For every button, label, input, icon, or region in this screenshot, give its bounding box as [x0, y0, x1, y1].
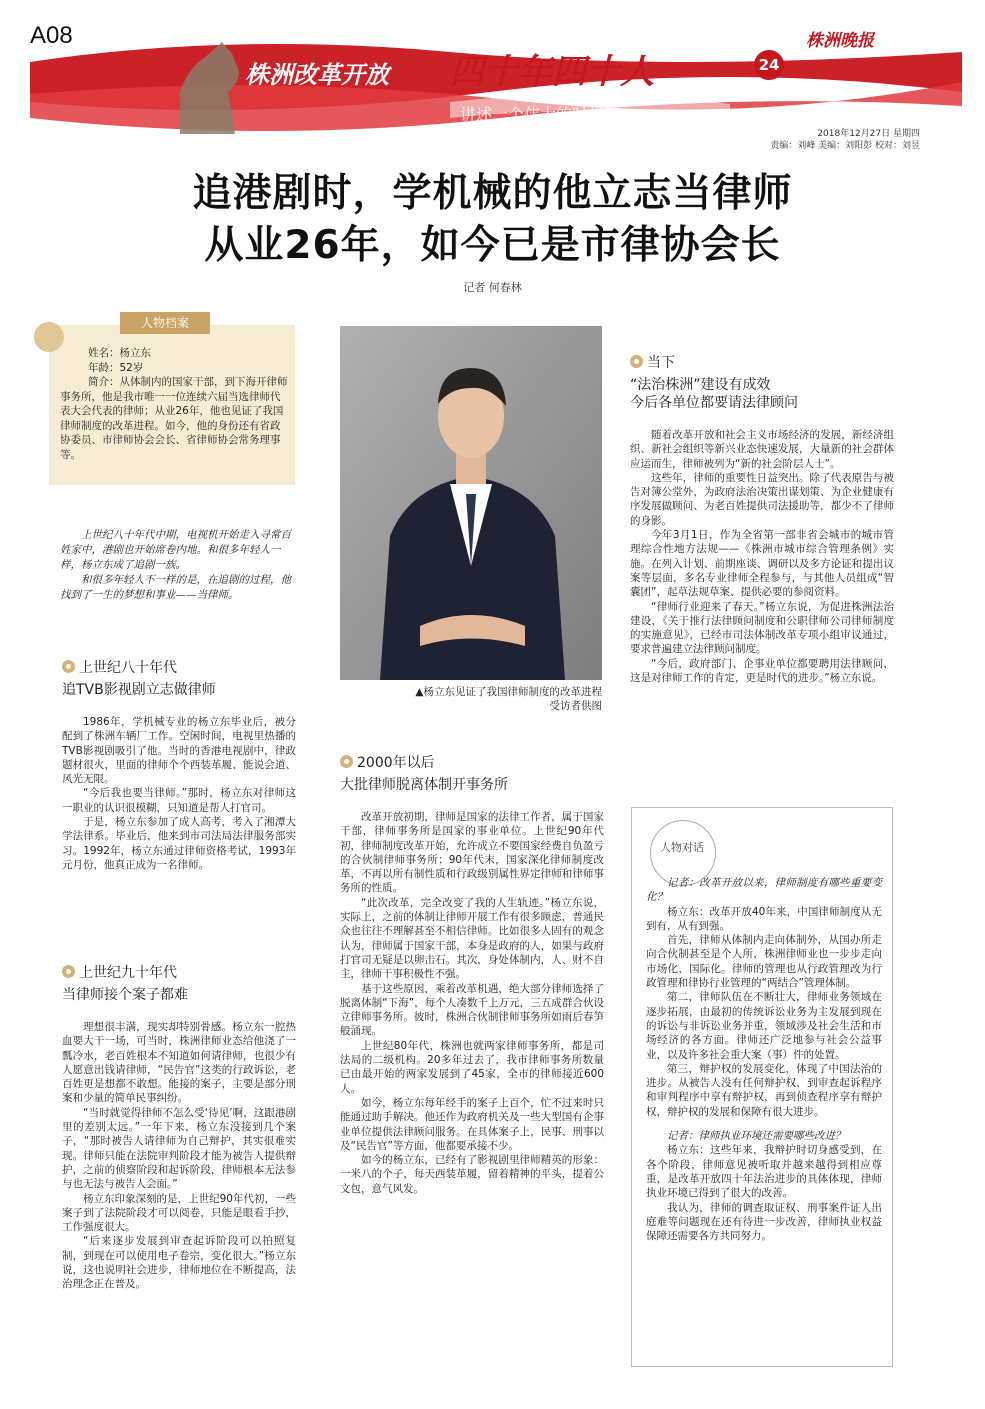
section-label [340, 752, 604, 772]
intro [60, 528, 296, 603]
body-paragraph: 今年3月1日，作为全省第一部非省会城市的城市管理综合性地方法规——《株洲市城市综合管理条例》实施。在列入计划、前期座谈、调研以及多方论证和提出议案等层面，多名专业律师全程参与，与其他人员组成“智囊团”，起草法规草案、提供必要的参阅资料。 [630, 529, 894, 599]
section-subtitle: 大批律师脱离体制开事务所 [340, 777, 508, 793]
body-paragraph: “律师行业迎来了春天。”杨立东说，为促进株洲法治建设，《关于推行法律顾问制度和公职律师公司律师制度的实施意见》，已经市司法体制改革专项小组审议通过，要求普遍建立法律顾问制度。 [630, 600, 894, 656]
page-number: A08 [30, 22, 73, 49]
intro-paragraph: 上世纪八十年代中期，电视机开始走入寻常百姓家中，港剧也开始席卷内地。和很多年轻人一样，杨立东成了追剧一族。 [60, 529, 291, 571]
body-paragraph: 理想很丰满，现实却特别骨感。杨立东一腔热血要大干一场，可当时，株洲律师业态给他浇了一瓢冷水，老百姓根本不知道如何请律师，也很少有人愿意出钱请律师，“民告官”这类的行政诉讼，老百姓更是想都不敢想。能接的案子，主要是部分刑案和少量的简单民事纠纷。 [62, 1021, 296, 1105]
section-label [630, 352, 894, 372]
section-dot-icon [630, 355, 643, 368]
profile-bio: 简介：从体制内的国家干部，到下海开律师事务所，他是我市唯一一位连续六届当选律师代表大会代表的律师；从业26年，他也见证了我国律师制度的改革进程。如今，他的身份还有省政协委员、市律师协会会长、省律师协会常务理事等。 [60, 376, 288, 461]
body-paragraph: 基于这些原因，乘着改革机遇，绝大部分律师选择了脱离体制“下海”，每个人凑数千上万元，三五成群合伙设立律师事务所。彼时，株洲合伙制律师事务所如雨后春笋般涌现。 [340, 982, 604, 1038]
section-1980s [62, 657, 296, 872]
body-paragraph: 杨立东印象深刻的是，上世纪90年代初，一些案子到了法院阶段才可以阅卷，只能是眼看手抄，工作强度很大。 [62, 1192, 296, 1234]
section-present [630, 352, 894, 685]
section-dot-icon [62, 660, 75, 673]
profile-label: 人物档案 [120, 312, 210, 334]
headline-line-1: 追港剧时，学机械的他立志当律师 [192, 171, 793, 216]
section-body [630, 428, 894, 685]
section-label-text: 上世纪八十年代 [79, 660, 177, 676]
body-paragraph: “今后，政府部门、企事业单位都要聘用法律顾问，这是对律师工作的肯定，更是时代的进步。”杨立东说。 [630, 657, 894, 685]
section-body [340, 810, 604, 1196]
body-paragraph: “当时就觉得律师不怎么受‘待见’啊，这跟港剧里的差别太远。”一年下来，杨立东没接到几个案子，“那时被告人请律师为自己辩护，其实很难实现。律师只能在法院审判阶段才能为被告人提供辩护，之前的侦察阶段和起诉阶段，律师根本无法参与也无法与被告人会面。” [62, 1106, 296, 1191]
series-title-big: 四十年四十人 [450, 52, 654, 92]
body-paragraph: 如今，杨立东每年经手的案子上百个，忙不过来时只能通过助手解决。他还作为政府机关及一些大型国有企事业单位提供法律顾问服务。在具体案子上，民事、刑事以及“民告官”等方面，他都要承接不少。 [340, 1096, 604, 1152]
byline: 记者 何春林 [463, 281, 522, 294]
caption-line-1: ▲杨立东见证了我国律师制度的改革进程 [415, 686, 602, 698]
section-label [62, 657, 296, 677]
intro-paragraph: 和很多年轻人不一样的是，在追剧的过程，他找到了一生的梦想和事业——当律师。 [60, 574, 291, 601]
section-2000s [340, 752, 604, 1196]
section-label-text: 当下 [647, 355, 675, 371]
caption-line-2: 受访者供图 [549, 700, 602, 712]
portrait-photo [340, 326, 602, 680]
section-label-text: 2000年以后 [357, 755, 435, 771]
body-paragraph: 这些年，律师的重要性日益突出。除了代表原告与被告对簿公堂外，为政府法治决策出谋划策、为企业健康有序发展做顾问、为老百姓提供司法援助等，都少不了律师的身影。 [630, 471, 894, 527]
body-paragraph: 改革开放初期，律师是国家的法律工作者，属于国家干部，律师事务所是国家的事业单位。上世纪90年代初，律师制度改革开始，允许成立不要国家经费自负盈亏的合伙制律师事务所；90年代末，国家深化律师制度改革，不再以所有制性质和行政级别属性界定律师和律师事务所的性质。 [340, 811, 604, 895]
section-1990s [62, 962, 296, 1292]
editor-line: 责编：刘峰 美编：刘阳彭 校对：刘昱 [770, 141, 920, 151]
section-label [62, 962, 296, 982]
profile-name: 姓名：杨立东 [88, 347, 151, 359]
body-paragraph: “此次改革，完全改变了我的人生轨迹。”杨立东说，实际上，之前的体制让律师开展工作有很多顾虑，普通民众也往往不理解甚至不相信律师。比如很多人固有的观念认为，律师属于国家干部，本身是政府的人，如果与政府打官司无疑是以卵击石。其次，身处体制内，人、财不自主，律师干事积极性不强。 [340, 896, 604, 981]
section-body [62, 1020, 296, 1292]
section-body [62, 715, 296, 872]
section-subtitle: 当律师接个案子都难 [62, 987, 188, 1003]
dialogue-answer: 第三，辩护权的发展变化，体现了中国法治的进步。从被告人没有任何辩护权，到审查起诉程序和审判程序中享有辩护权，再到侦查程序享有辩护权，辩护权的发展和保障有很大进步。 [646, 1062, 882, 1118]
body-paragraph: 随着改革开放和社会主义市场经济的发展，新经济组织、新社会组织等新兴业态快速发展，大量新的社会群体应运而生，律师被列为“新的社会阶层人士”。 [630, 429, 894, 470]
body-paragraph: 上世纪80年代，株洲也就两家律师事务所，都是司法局的二级机构。20多年过去了，我市律师事务所数量已由最开始的两家发展到了45家，全市的律师接近600人。 [340, 1039, 604, 1095]
section-label-text: 上世纪九十年代 [79, 965, 177, 981]
body-paragraph: 如今的杨立东，已经有了影视剧里律师精英的形象：一米八的个子，每天西装革履，留着精神的平头，提着公文包，意气风发。 [340, 1154, 604, 1195]
dialogue-question: 记者：改革开放以来，律师制度有哪些重要变化？ [646, 877, 882, 904]
dialogue-answer: 杨立东：这些年来，我辩护时切身感受到，在各个阶段，律师意见被听取并越来越得到相应尊重，是改革开放四十年法治进步的具体体现，律师执业环境已得到了很大的改善。 [646, 1144, 882, 1200]
section-dot-icon [340, 755, 353, 768]
dialogue-text [646, 876, 882, 1243]
date-editor-line [770, 128, 920, 152]
headline-line-2: 从业26年，如今已是市律协会长 [204, 223, 781, 268]
date-line: 2018年12月27日 星期四 [817, 129, 920, 139]
headline [0, 168, 985, 272]
dialogue-answer: 杨立东：改革开放40年来，中国律师制度从无到有，从有到强。 [646, 905, 882, 932]
dialogue-answer: 首先，律师从体制内走向体制外，从国办所走向合伙制甚至是个人所，株洲律师业也一步步走向市场化、国际化。律师的管理也从行政管理改为行政管理和律协行业管理的“两结合”管理体制。 [646, 934, 882, 990]
profile-age: 年龄：52岁 [88, 361, 144, 374]
section-subtitle-2: 今后各单位都要请法律顾问 [630, 395, 798, 411]
photo-caption [340, 685, 602, 713]
portrait-illustration [340, 326, 602, 680]
dialogue-answer: 我认为，律师的调查取证权、刑事案件证人出庭难等问题现在还有待进一步改善，律师执业权益保障还需要各方共同努力。 [646, 1201, 882, 1243]
profile-text [60, 346, 288, 462]
body-paragraph: “后来逐步发展到审查起诉阶段可以拍照复制，到现在可以使用电子卷宗，变化很大。”杨立东说，这也说明社会进步，律师地位在不断提高，法治理念正在普及。 [62, 1235, 296, 1291]
tagline: 讲述一个伟大的时代 [460, 105, 605, 124]
series-title: 株洲改革开放 [245, 61, 389, 89]
body-paragraph: 于是，杨立东参加了成人高考，考入了湘潭大学法律系。毕业后，他来到市司法局法律服务部实习。1992年，杨立东通过律师资格考试，1993年元月份，他真正成为一名律师。 [62, 816, 296, 871]
newspaper-logo: 株洲晚报 [806, 31, 874, 51]
dialogue-label: 人物对话 [660, 841, 704, 854]
body-paragraph: 1986年，学机械专业的杨立东毕业后，被分配到了株洲车辆厂工作。空闲时间，电视里热播的TVB影视剧吸引了他。当时的香港电视剧中，律政题材很火，里面的律师个个西装革履、能说会道、风光无限。 [62, 716, 296, 786]
body-paragraph: “今后我也要当律师。”那时，杨立东对律师这一职业的认识很模糊，只知道是帮人打官司。 [62, 787, 296, 814]
section-dot-icon [62, 965, 75, 978]
issue-number-badge: 24 [754, 50, 784, 80]
section-subtitle-1: “法治株洲”建设有成效 [630, 377, 771, 393]
dialogue-answer: 第二，律师队伍在不断壮大，律师业务领域在逐步拓展，由最初的传统诉讼业务为主发展到现在的诉讼与非诉讼业务并重，领域涉及社会生活和市场经济的各方面。律师还广泛地参与社会公益事业，以及许多社会重大案（事）件的处置。 [646, 991, 882, 1061]
dialogue-question: 记者：律师执业环境还需要哪些改进？ [667, 1130, 846, 1143]
section-subtitle: 追TVB影视剧立志做律师 [62, 682, 216, 698]
